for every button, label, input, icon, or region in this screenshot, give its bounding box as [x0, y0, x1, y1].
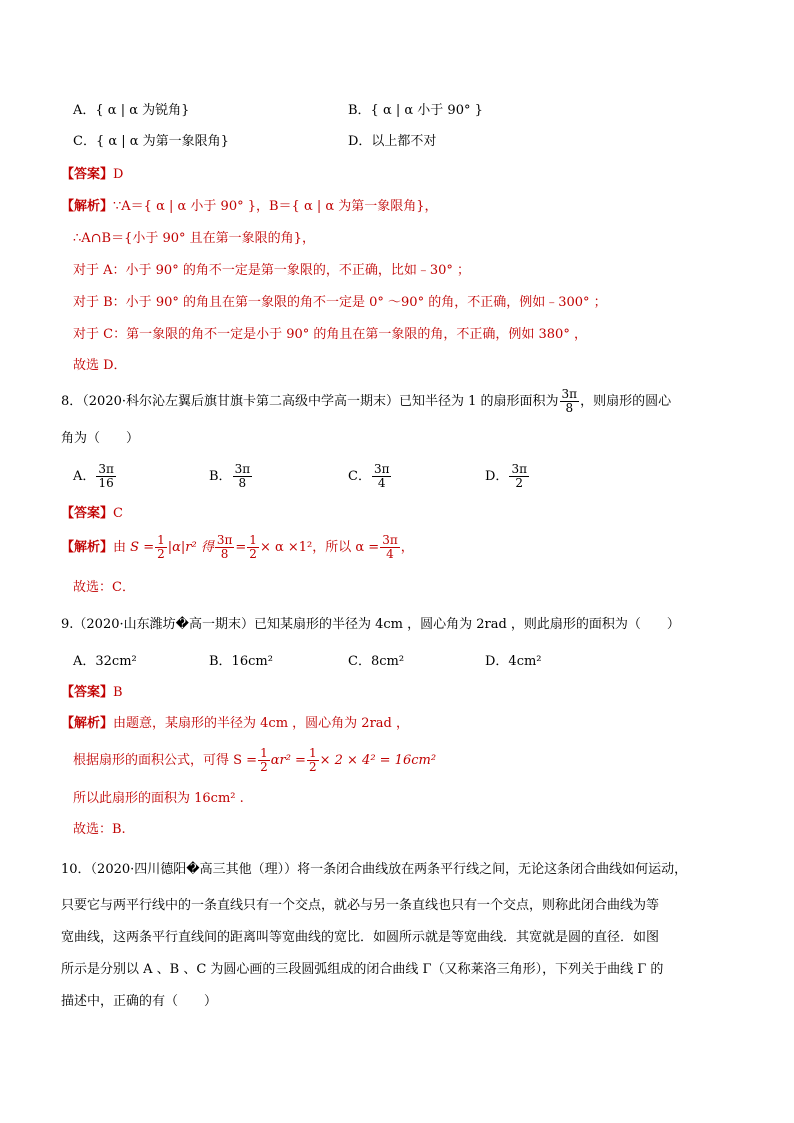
q8-stem-post: ，则扇形的圆心 [580, 394, 672, 409]
answer-tag: 【答案】 [61, 506, 114, 521]
equation-part: = [235, 540, 247, 555]
equation-fraction [247, 534, 259, 561]
q8-analysis [61, 531, 414, 565]
option-label: A． [73, 469, 96, 484]
q8-option-d [485, 460, 530, 494]
option-fraction [96, 463, 116, 490]
equation-part: × α ×1²，所以 α = [259, 540, 380, 555]
fraction-denominator: 8 [565, 401, 574, 415]
formula-fraction [307, 747, 319, 774]
equation-fraction [155, 534, 167, 561]
q9-answer [61, 685, 123, 701]
option-label: B． [209, 469, 232, 484]
q7-option-a: A．{ α | α 为锐角} [73, 103, 190, 118]
q10-line-1: 10．（2020·四川德阳�高三其他（理））将一条闭合曲线放在两条平行线之间，无论这条闭合曲线如何运动， [61, 862, 688, 877]
answer-value: B [113, 685, 123, 700]
q7-option-d: D．以上都不对 [348, 134, 437, 149]
option-fraction [372, 463, 392, 490]
fraction-numerator: 1 [308, 746, 317, 760]
fraction-numerator: 3π [373, 462, 390, 476]
q9-stem: 9.（2020·山东潍坊�高一期末）已知某扇形的半径为 4cm ，圆心角为 2rad ，则此扇形的面积为（ ） [61, 617, 680, 632]
q8-choose: 故选：C． [73, 580, 135, 595]
q9-option-c: C．8cm² [348, 654, 405, 669]
fraction-numerator: 3π [561, 387, 578, 401]
analysis-tag: 【解析】 [61, 199, 114, 214]
equation-fraction [215, 534, 235, 561]
option-fraction [509, 463, 529, 490]
fraction-denominator: 8 [220, 547, 229, 561]
fraction-denominator: 2 [249, 547, 257, 561]
q7-analysis-line-3: 对于 A：小于 90° 的角不一定是第一象限的，不正确，比如﹣30° ； [73, 263, 471, 278]
q9-conclusion: 所以此扇形的面积为 16cm² . [73, 791, 244, 806]
fraction-numerator: 3π [216, 533, 233, 547]
fraction-denominator: 4 [377, 476, 386, 490]
fraction-numerator: 1 [249, 533, 257, 547]
q9-choose: 故选：B. [73, 822, 126, 837]
q7-analysis-line-2: ∴A∩B＝{小于 90° 且在第一象限的角}， [73, 231, 315, 246]
q10-line-4: 所示是分别以 A 、B 、C 为圆心画的三段圆弧组成的闭合曲线 Γ（又称莱洛三角形），下列关于曲线 Γ 的 [61, 962, 664, 977]
fraction-numerator: 3π [234, 462, 251, 476]
fraction-denominator: 8 [238, 476, 247, 490]
q10-line-3: 宽曲线，这两条平行直线间的距离叫等宽曲线的宽比．如圆所示就是等宽曲线．其宽就是圆的直径．如图 [61, 930, 660, 945]
fraction-denominator: 2 [260, 760, 268, 774]
q8-stem-line-1 [61, 385, 671, 419]
answer-tag: 【答案】 [61, 167, 114, 182]
q8-option-a [73, 460, 117, 494]
option-fraction [233, 463, 253, 490]
formula-text: × 2 × 4² = 16cm² [319, 753, 437, 768]
q8-option-c [348, 460, 392, 494]
analysis-tag: 【解析】 [61, 716, 114, 731]
option-label: D． [485, 469, 509, 484]
q9-formula-line [73, 744, 436, 778]
analysis-tag: 【解析】 [61, 540, 114, 555]
answer-value: D [113, 167, 124, 182]
q7-option-c: C．{ α | α 为第一象限角} [73, 134, 229, 149]
fraction-numerator: 1 [157, 533, 165, 547]
q7-choose: 故选 D． [73, 358, 127, 373]
q9-analysis-line-1 [61, 716, 409, 732]
fraction-numerator: 3π [511, 462, 527, 476]
q8-stem-line-2: 角为（ ） [61, 431, 140, 446]
q8-stem-pre: 8．（2020·科尔沁左翼后旗甘旗卡第二高级中学高一期末）已知半径为 1 的扇形面积为 [61, 394, 559, 409]
fraction-denominator: 16 [98, 476, 114, 490]
equation-fraction [380, 534, 400, 561]
equation-part: S = [130, 540, 155, 555]
q10-line-2: 只要它与两平行线中的一条直线只有一个交点，就必与另一条直线也只有一个交点，则称此闭合曲线为等 [61, 898, 660, 913]
q9-option-b: B．16cm² [209, 654, 273, 669]
q8-answer [61, 506, 123, 522]
q7-analysis-line-1 [61, 199, 438, 215]
equation-part: ， [400, 540, 414, 555]
equation-part: |α|r² 得 [167, 540, 214, 555]
q7-analysis-line-4: 对于 B：小于 90° 的角且在第一象限的角不一定是 0° ～90° 的角，不正确，例如﹣300° ； [73, 295, 607, 310]
q9-option-a: A．32cm² [73, 654, 137, 669]
q8-option-b [209, 460, 253, 494]
q8-stem-fraction [560, 388, 580, 415]
formula-text: αr² = [270, 753, 306, 768]
q7-option-b: B．{ α | α 小于 90° } [348, 103, 483, 118]
analysis-text: 由题意，某扇形的半径为 4cm ，圆心角为 2rad ， [113, 716, 409, 731]
answer-tag: 【答案】 [61, 685, 114, 700]
fraction-numerator: 1 [260, 746, 268, 760]
q9-option-d: D．4cm² [485, 654, 542, 669]
formula-fraction [258, 747, 270, 774]
q7-answer [61, 167, 123, 183]
fraction-denominator: 2 [308, 760, 317, 774]
analysis-text: ∵A＝{ α | α 小于 90° }，B＝{ α | α 为第一象限角}， [113, 199, 438, 214]
q7-analysis-line-5: 对于 C：第一象限的角不一定是小于 90° 的角且在第一象限的角，不正确，例如 380° ， [73, 327, 587, 342]
fraction-numerator: 3π [382, 533, 398, 547]
fraction-denominator: 2 [515, 476, 524, 490]
formula-text: 根据扇形的面积公式，可得 S = [73, 753, 258, 768]
answer-value: C [113, 506, 123, 521]
analysis-text: 由 [113, 540, 127, 555]
fraction-numerator: 3π [98, 462, 114, 476]
option-label: C． [348, 469, 371, 484]
fraction-denominator: 4 [386, 547, 394, 561]
q10-line-5: 描述中，正确的有（ ） [61, 994, 218, 1009]
fraction-denominator: 2 [157, 547, 165, 561]
